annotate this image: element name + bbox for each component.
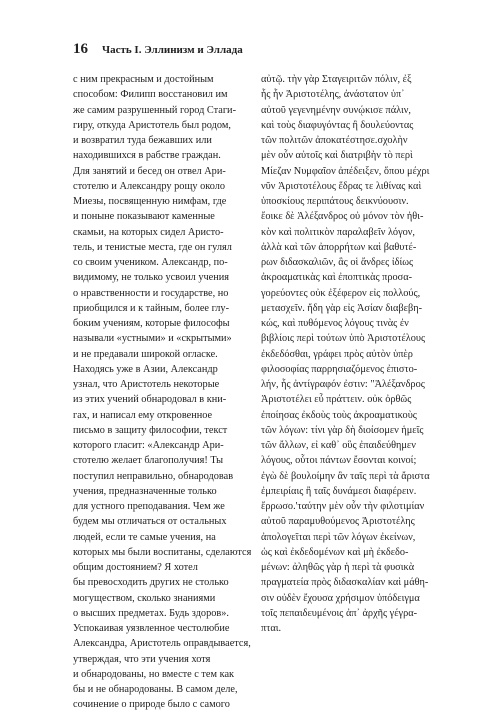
text-line: с ним прекрасным и достойным <box>73 74 214 85</box>
text-line: αὐτοῦ παραμυθούμενος Ἀριστοτέλης <box>261 516 415 528</box>
text-line: λόγους, οὗτοι πάντων ἔσονται κοινοί; <box>261 455 417 467</box>
text-line: τοῖς πεπαιδευμένοις ἀπ᾽ ἀρχῆς γέγρα- <box>261 607 418 619</box>
text-line: ἔρρωσο.'ταύτην μὲν οὖν τὴν φιλοτιμίαν <box>261 501 425 512</box>
greek-original-column <box>261 72 439 636</box>
text-line: сочинение о природе было с самого <box>73 699 230 711</box>
text-line: βιβλίοις περὶ τούτων ὑπὸ Ἀριστοτέλους <box>261 333 426 345</box>
text-line: ὑποσκίους περιπάτους δεικνύουσιν. <box>261 196 409 207</box>
text-line: и поныне показывают каменные <box>73 211 215 223</box>
text-line: тель, и тенистые места, где он гулял <box>73 241 232 253</box>
text-line: учения, предназначенные только <box>73 485 217 497</box>
text-line: Миезы, посвященную нимфам, где <box>73 196 227 207</box>
text-line: ἀπολογεῖται περὶ τῶν λόγων ἐκείνων, <box>261 531 416 543</box>
text-line: ἀλλὰ καὶ τῶν ἀπορρήτων καὶ βαθυτέ- <box>261 241 417 253</box>
text-line: о нравственности и государстве, но <box>73 287 229 299</box>
text-line: и возвратил туда бежавших или <box>73 135 212 146</box>
text-line: из этих учений обнародовал в кни- <box>73 394 227 406</box>
text-line: ἐγὼ δὲ βουλοίμην ἂν ταῖς περὶ τὰ ἄριστα <box>261 470 430 482</box>
page-number: 16 <box>73 41 88 57</box>
text-line: ἔοικε δὲ Ἀλέξανδρος οὐ μόνον τὸν ἠθι- <box>261 211 424 223</box>
text-line: ἐκδεδόσθαι, γράφει πρὸς αὐτὸν ὑπὲρ <box>261 348 413 360</box>
text-line: Для занятий и бесед он отвел Ари- <box>73 165 226 177</box>
text-line: τῶν λόγων: τίνι γὰρ δὴ διοίσομεν ἡμεῖς <box>261 424 424 436</box>
text-line: стотелю и Александру рощу около <box>73 180 226 192</box>
text-line: ἐμπειρίαις ἢ ταῖς δυνάμεσι διαφέρειν. <box>261 485 417 497</box>
text-line: ἀκροαματικὰς καὶ ἐποπτικὰς προσα- <box>261 272 413 284</box>
text-line: ἧς ἦν Ἀριστοτέλης, ἀνάστατον ὑπ᾽ <box>261 89 405 101</box>
text-line: находившихся в рабстве граждан. <box>73 150 221 162</box>
text-line: же самим разрушенный город Стаги- <box>73 104 236 116</box>
text-line: νῦν Ἀριστοτέλους ἕδρας τε λιθίνας καὶ <box>261 180 422 192</box>
text-line: которого гласит: «Александр Ари- <box>73 440 224 451</box>
page-header <box>73 41 440 58</box>
text-line: письмо в защиту философии, текст <box>73 424 228 436</box>
text-line: Александра, Аристотель оправдывается, <box>73 638 251 650</box>
text-line: ρων διδασκαλιῶν, ἃς οἱ ἄνδρες ἰδίως <box>261 257 414 268</box>
text-line: гах, и написал ему откровенное <box>73 409 213 421</box>
text-line: πραγματεία πρὸς διδασκαλίαν καὶ μάθη- <box>261 577 429 589</box>
text-line: φιλοσοφίας παρρησιαζόμενος ἐπιστο- <box>261 363 418 375</box>
text-line: способом: Филипп восстановил им <box>73 89 228 101</box>
text-line: скамьи, на которых сидел Аристо- <box>73 226 224 238</box>
text-line: называли «устными» и «скрытыми» <box>73 333 232 345</box>
text-line: приобщился и к тайным, более глу- <box>73 302 229 314</box>
text-line: Успокаивая уязвленное честолюбие <box>73 623 230 634</box>
text-line: которых мы были воспитаны, сделаются <box>73 546 251 558</box>
text-line: τῶν ἄλλων, εἰ καθ᾽ οὓς ἐπαιδεύθημεν <box>261 440 416 451</box>
text-line: будем мы отличаться от остальных <box>73 516 227 528</box>
text-line: стотелю желает благополучия! Ты <box>73 455 224 467</box>
text-line: λήν, ἧς ἀντίγραφόν ἐστιν: "Ἀλέξανδρος <box>261 379 425 390</box>
text-line: людей, если те самые учения, на <box>73 531 216 543</box>
text-line: для устного преподавания. Чем же <box>73 501 225 512</box>
russian-translation-column <box>73 72 251 713</box>
text-line: и не предавали широкой огласке. <box>73 348 218 360</box>
text-line: боким учениям, которые философы <box>73 318 230 329</box>
text-line: κώς, καὶ πυθόμενος λόγους τινὰς ἐν <box>261 318 409 329</box>
text-line: πται. <box>261 623 282 634</box>
text-line: и обнародованы, но вместе с тем как <box>73 668 235 680</box>
text-line: о высших предметах. Будь здоров». <box>73 607 229 619</box>
text-line: Находясь уже в Азии, Александр <box>73 363 218 375</box>
text-line: μετασχεῖν. ἤδη γὰρ εἰς Ἀσίαν διαβεβη- <box>261 302 423 314</box>
text-line: Ἀριστοτέλει εὖ πράττειν. οὐκ ὀρθῶς <box>261 394 412 406</box>
text-line: Μίεζαν Νυμφαῖον ἀπέδειξεν, ὅπου μέχρι <box>261 165 430 177</box>
text-line: καὶ τοὺς διαφυγόντας ἢ δουλεύοντας <box>261 119 414 131</box>
text-line: узнал, что Аристотель некоторые <box>73 379 220 390</box>
text-line: могуществом, сколько знаниями <box>73 592 216 604</box>
text-line: μένων: ἀληθῶς γὰρ ἡ περὶ τὰ φυσικὰ <box>261 562 415 573</box>
running-head: Часть I. Эллинизм и Эллада <box>102 44 243 56</box>
text-line: ὡς καὶ ἐκδεδομένων καὶ μὴ ἐκδεδο- <box>261 546 409 558</box>
text-line: видимому, не только усвоил учения <box>73 272 229 284</box>
text-line: общим достоянием? Я хотел <box>73 562 198 573</box>
text-line: ἐποίησας ἐκδοὺς τοὺς ἀκροαματικοὺς <box>261 409 417 421</box>
text-line: утверждая, что эти учения хотя <box>73 653 211 665</box>
text-line: αὐτῷ. τὴν γὰρ Σταγειριτῶν πόλιν, ἐξ <box>261 74 412 85</box>
text-line: γορεύοντες οὐκ ἐξέφερον εἰς πολλούς, <box>261 287 421 299</box>
text-line: μὲν οὖν αὐτοῖς καὶ διατριβὴν τὸ περὶ <box>261 150 413 162</box>
text-line: τῶν πολιτῶν ἀποκατέστησε.σχολὴν <box>261 135 408 146</box>
text-line: со своим учеником. Александр, по- <box>73 257 228 268</box>
text-line: бы и не обнародованы. В самом деле, <box>73 684 238 695</box>
text-line: гиру, откуда Аристотель был родом, <box>73 119 231 131</box>
text-line: κὸν καὶ πολιτικὸν παραλαβεῖν λόγον, <box>261 226 416 238</box>
text-line: поступил неправильно, обнародовав <box>73 470 234 482</box>
text-line: бы превосходить других не столько <box>73 577 229 589</box>
text-line: αὐτοῦ γεγενημένην συνῴκισε πάλιν, <box>261 104 411 116</box>
text-line: σιν οὐδὲν ἔχουσα χρήσιμον ὑπόδειγμα <box>261 592 420 604</box>
